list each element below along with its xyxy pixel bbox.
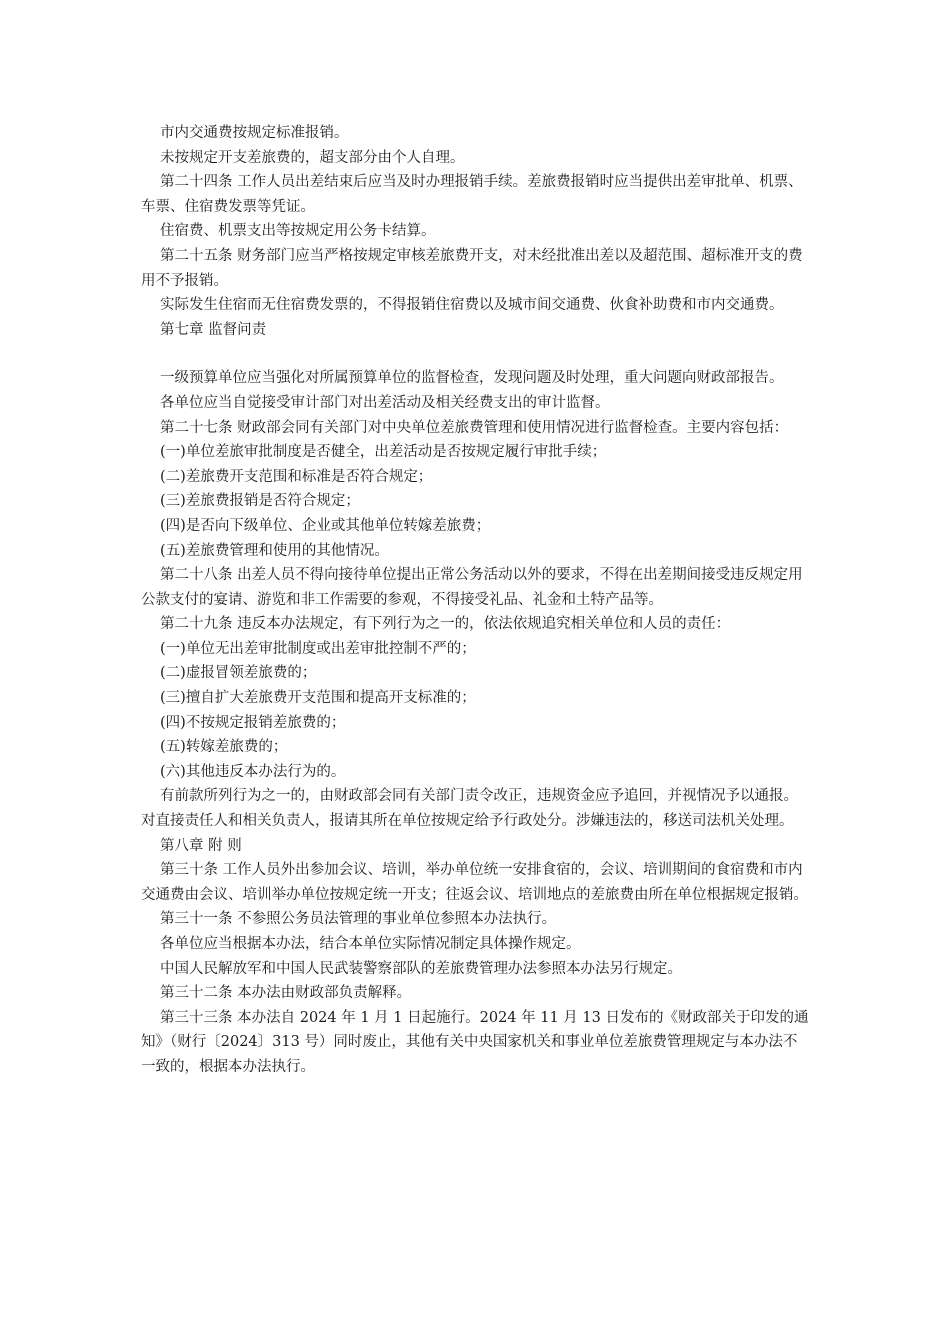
list-item: (四)不按规定报销差旅费的； [160,714,346,731]
paragraph: 各单位应当自觉接受审计部门对出差活动及相关经费支出的审计监督。 [160,394,610,411]
article-28: 第二十八条 出差人员不得向接待单位提出正常公务活动以外的要求，不得在出差期间接受违反规定用公款支付的宴请、游览和非工作需要的参观，不得接受礼品、礼金和土特产品等。 [141,567,803,608]
chapter-8-heading: 第八章 附 则 [160,837,242,854]
paragraph: 未按规定开支差旅费的，超支部分由个人自理。 [160,149,465,166]
list-item: (一)单位无出差审批制度或出差审批控制不严的； [160,640,476,657]
paragraph: 实际发生住宿而无住宿费发票的，不得报销住宿费以及城市间交通费、伙食补助费和市内交通费。 [160,297,784,314]
paragraph: 一级预算单位应当强化对所属预算单位的监督检查，发现问题及时处理，重大问题向财政部报告。 [160,370,784,387]
paragraph: 住宿费、机票支出等按规定用公务卡结算。 [160,223,436,240]
paragraph: 各单位应当根据本办法，结合本单位实际情况制定具体操作规定。 [160,936,581,952]
list-item: (五)差旅费管理和使用的其他情况。 [160,542,389,559]
article-29: 第二十九条 违反本办法规定，有下列行为之一的，依法依规追究相关单位和人员的责任： [160,616,731,633]
article-30: 第三十条 工作人员外出参加会议、培训，举办单位统一安排食宿的，会议、培训期间的食宿费和市内交通费由会议、培训举办单位按规定统一开支；往返会议、培训地点的差旅费由所在单位根据规定报销。 [141,862,808,903]
list-item: (一)单位差旅审批制度是否健全，出差活动是否按规定履行审批手续； [160,444,607,461]
article-25: 第二十五条 财务部门应当严格按规定审核差旅费开支，对未经批准出差以及超范围、超标准开支的费用不予报销。 [141,247,803,289]
chapter-7-heading: 第七章 监督问责 [160,321,267,338]
list-item: (三)差旅费报销是否符合规定； [160,493,360,510]
article-33: 第三十三条 本办法自 2024 年 1 月 1 日起施行。2024 年 11 月 13 日发布的《财政部关于印发的通知》（财行〔2024〕313 号）同时废止，其他有关中央国家机关和事业单位差旅费管理规定与本办法不一致的，根据本办法执行。 [141,1009,809,1075]
paragraph: 中国人民解放军和中国人民武装警察部队的差旅费管理办法参照本办法另行规定。 [160,960,682,977]
article-27: 第二十七条 财政部会同有关部门对中央单位差旅费管理和使用情况进行监督检查。主要内容包括： [160,419,789,436]
article-24: 第二十四条 工作人员出差结束后应当及时办理报销手续。差旅费报销时应当提供出差审批单、机票、车票、住宿费发票等凭证。 [141,174,803,215]
list-item: (五)转嫁差旅费的； [160,739,288,756]
paragraph: 市内交通费按规定标准报销。 [160,125,349,141]
blank-line [141,342,809,366]
list-item: (六)其他违反本办法行为的。 [160,763,346,780]
list-item: (二)虚报冒领差旅费的； [160,665,317,682]
paragraph: 有前款所列行为之一的，由财政部会同有关部门责令改正，违规资金应予追回，并视情况予以通报。对直接责任人和相关负责人，报请其所在单位按规定给予行政处分。涉嫌违法的，移送司法机关处理。 [141,788,798,830]
article-32: 第三十二条 本办法由财政部负责解释。 [160,985,412,1002]
article-31: 第三十一条 不参照公务员法管理的事业单位参照本办法执行。 [160,911,557,928]
list-item: (四)是否向下级单位、企业或其他单位转嫁差旅费； [160,517,491,534]
list-item: (二)差旅费开支范围和标准是否符合规定； [160,468,433,485]
document-body [141,121,809,1080]
list-item: (三)擅自扩大差旅费开支范围和提高开支标准的； [160,690,476,707]
